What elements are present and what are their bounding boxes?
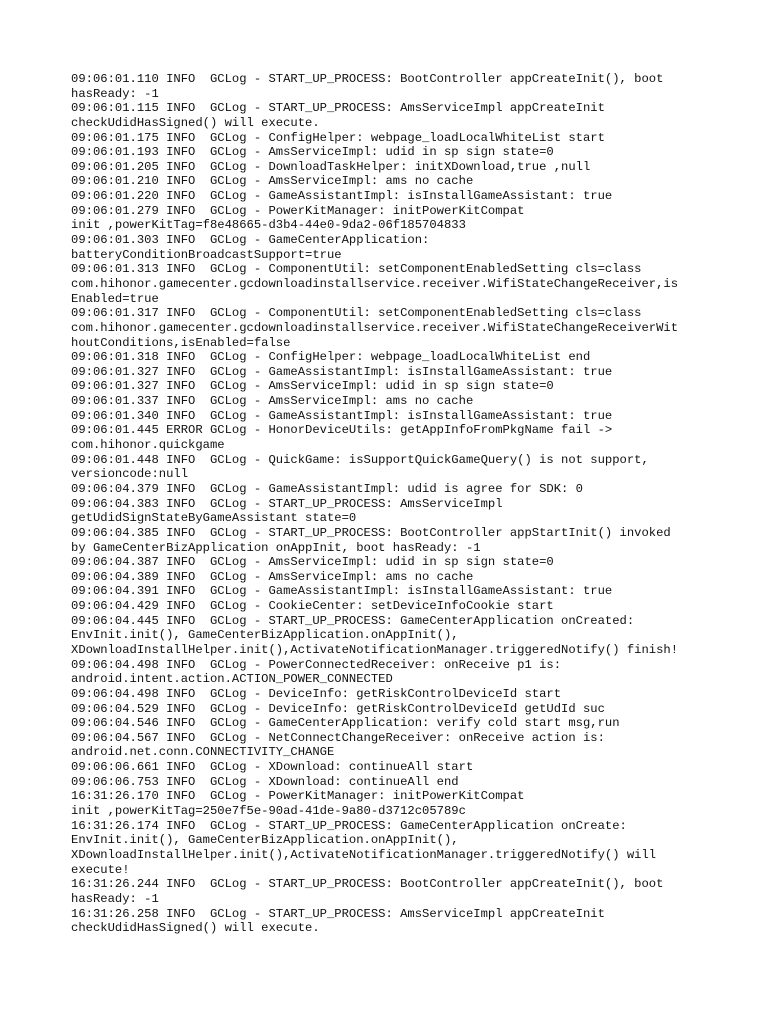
log-line: 09:06:04.429 INFO GCLog - CookieCenter: setDeviceInfoCookie start bbox=[71, 599, 554, 614]
log-line: 09:06:01.340 INFO GCLog - GameAssistantImpl: isInstallGameAssistant: true bbox=[71, 408, 613, 423]
log-line: 09:06:01.313 INFO GCLog - ComponentUtil: setComponentEnabledSetting cls=class bbox=[71, 262, 642, 277]
log-line: 16:31:26.258 INFO GCLog - START_UP_PROCESS: AmsServiceImpl appCreateInit bbox=[71, 906, 605, 921]
log-line: 09:06:01.303 INFO GCLog - GameCenterApplication: bbox=[71, 233, 430, 248]
log-line: XDownloadInstallHelper.init(),ActivateNotificationManager.triggeredNotify() finish! bbox=[71, 642, 679, 657]
log-line: by GameCenterBizApplication onAppInit, boot hasReady: -1 bbox=[71, 540, 481, 555]
log-line: 09:06:01.115 INFO GCLog - START_UP_PROCESS: AmsServiceImpl appCreateInit bbox=[71, 101, 605, 116]
log-line: houtConditions,isEnabled=false bbox=[71, 335, 291, 350]
log-line: 09:06:04.529 INFO GCLog - DeviceInfo: getRiskControlDeviceId getUdId suc bbox=[71, 701, 605, 716]
log-line: 09:06:04.383 INFO GCLog - START_UP_PROCESS: AmsServiceImpl bbox=[71, 496, 503, 511]
log-line: 09:06:01.193 INFO GCLog - AmsServiceImpl: udid in sp sign state=0 bbox=[71, 145, 554, 160]
log-line: 09:06:01.210 INFO GCLog - AmsServiceImpl: ams no cache bbox=[71, 174, 474, 189]
log-line: 09:06:01.327 INFO GCLog - GameAssistantImpl: isInstallGameAssistant: true bbox=[71, 364, 613, 379]
log-line: 09:06:04.498 INFO GCLog - DeviceInfo: getRiskControlDeviceId start bbox=[71, 686, 562, 701]
log-line: com.hihonor.gamecenter.gcdownloadinstallservice.receiver.WifiStateChangeReceiver,is bbox=[71, 276, 679, 291]
log-line: getUdidSignStateByGameAssistant state=0 bbox=[71, 511, 357, 526]
log-line: 09:06:01.220 INFO GCLog - GameAssistantImpl: isInstallGameAssistant: true bbox=[71, 189, 613, 204]
log-line: EnvInit.init(), GameCenterBizApplication.onAppInit(), bbox=[71, 833, 459, 848]
log-line: 09:06:04.498 INFO GCLog - PowerConnectedReceiver: onReceive p1 is: bbox=[71, 657, 562, 672]
log-line: EnvInit.init(), GameCenterBizApplication.onAppInit(), bbox=[71, 628, 459, 643]
log-line: 09:06:01.317 INFO GCLog - ComponentUtil: setComponentEnabledSetting cls=class bbox=[71, 306, 642, 321]
log-line: hasReady: -1 bbox=[71, 891, 159, 906]
log-line: 09:06:01.318 INFO GCLog - ConfigHelper: webpage_loadLocalWhiteList end bbox=[71, 350, 591, 365]
log-line: 09:06:01.205 INFO GCLog - DownloadTaskHelper: initXDownload,true ,null bbox=[71, 159, 591, 174]
log-line: 09:06:04.546 INFO GCLog - GameCenterApplication: verify cold start msg,run bbox=[71, 716, 620, 731]
log-line: 16:31:26.170 INFO GCLog - PowerKitManager: initPowerKitCompat bbox=[71, 789, 525, 804]
log-line: hasReady: -1 bbox=[71, 86, 159, 101]
log-line: Enabled=true bbox=[71, 291, 159, 306]
log-line: init ,powerKitTag=f8e48665-d3b4-44e0-9da2-06f185704833 bbox=[71, 218, 466, 233]
log-line: 09:06:04.379 INFO GCLog - GameAssistantImpl: udid is agree for SDK: 0 bbox=[71, 481, 583, 496]
log-line: 09:06:01.327 INFO GCLog - AmsServiceImpl: udid in sp sign state=0 bbox=[71, 379, 554, 394]
log-line: 09:06:01.279 INFO GCLog - PowerKitManager: initPowerKitCompat bbox=[71, 203, 525, 218]
log-line: XDownloadInstallHelper.init(),ActivateNotificationManager.triggeredNotify() will bbox=[71, 847, 657, 862]
log-line: 09:06:04.385 INFO GCLog - START_UP_PROCESS: BootController appStartInit() invoked bbox=[71, 525, 671, 540]
log-line: 09:06:04.387 INFO GCLog - AmsServiceImpl: udid in sp sign state=0 bbox=[71, 555, 554, 570]
log-line: com.hihonor.quickgame bbox=[71, 438, 225, 453]
log-line: 09:06:04.445 INFO GCLog - START_UP_PROCESS: GameCenterApplication onCreated: bbox=[71, 613, 635, 628]
log-line: 09:06:01.175 INFO GCLog - ConfigHelper: webpage_loadLocalWhiteList start bbox=[71, 130, 605, 145]
log-line: checkUdidHasSigned() will execute. bbox=[71, 115, 320, 130]
log-line: 09:06:06.753 INFO GCLog - XDownload: continueAll end bbox=[71, 774, 459, 789]
log-line: 09:06:01.337 INFO GCLog - AmsServiceImpl: ams no cache bbox=[71, 394, 474, 409]
log-text-body bbox=[71, 72, 701, 936]
log-line: checkUdidHasSigned() will execute. bbox=[71, 921, 320, 936]
log-line: 09:06:04.567 INFO GCLog - NetConnectChangeReceiver: onReceive action is: bbox=[71, 730, 605, 745]
log-line: 09:06:01.110 INFO GCLog - START_UP_PROCESS: BootController appCreateInit(), boot bbox=[71, 72, 664, 86]
log-line: 16:31:26.174 INFO GCLog - START_UP_PROCESS: GameCenterApplication onCreate: bbox=[71, 818, 627, 833]
log-line: 16:31:26.244 INFO GCLog - START_UP_PROCESS: BootController appCreateInit(), boot bbox=[71, 877, 664, 892]
log-line: 09:06:04.389 INFO GCLog - AmsServiceImpl: ams no cache bbox=[71, 569, 474, 584]
log-line: versioncode:null bbox=[71, 467, 189, 482]
log-line: android.intent.action.ACTION_POWER_CONNECTED bbox=[71, 672, 393, 687]
log-line: android.net.conn.CONNECTIVITY_CHANGE bbox=[71, 745, 335, 760]
log-line: 09:06:04.391 INFO GCLog - GameAssistantImpl: isInstallGameAssistant: true bbox=[71, 584, 613, 599]
log-line: execute! bbox=[71, 862, 130, 877]
log-line: batteryConditionBroadcastSupport=true bbox=[71, 247, 342, 262]
log-line: init ,powerKitTag=250e7f5e-90ad-41de-9a80-d3712c05789c bbox=[71, 804, 466, 819]
log-line: com.hihonor.gamecenter.gcdownloadinstallservice.receiver.WifiStateChangeReceiverWit bbox=[71, 320, 679, 335]
log-line: 09:06:06.661 INFO GCLog - XDownload: continueAll start bbox=[71, 760, 474, 775]
log-line: 09:06:01.445 ERROR GCLog - HonorDeviceUtils: getAppInfoFromPkgName fail -> bbox=[71, 423, 613, 438]
log-line: 09:06:01.448 INFO GCLog - QuickGame: isSupportQuickGameQuery() is not support, bbox=[71, 452, 649, 467]
